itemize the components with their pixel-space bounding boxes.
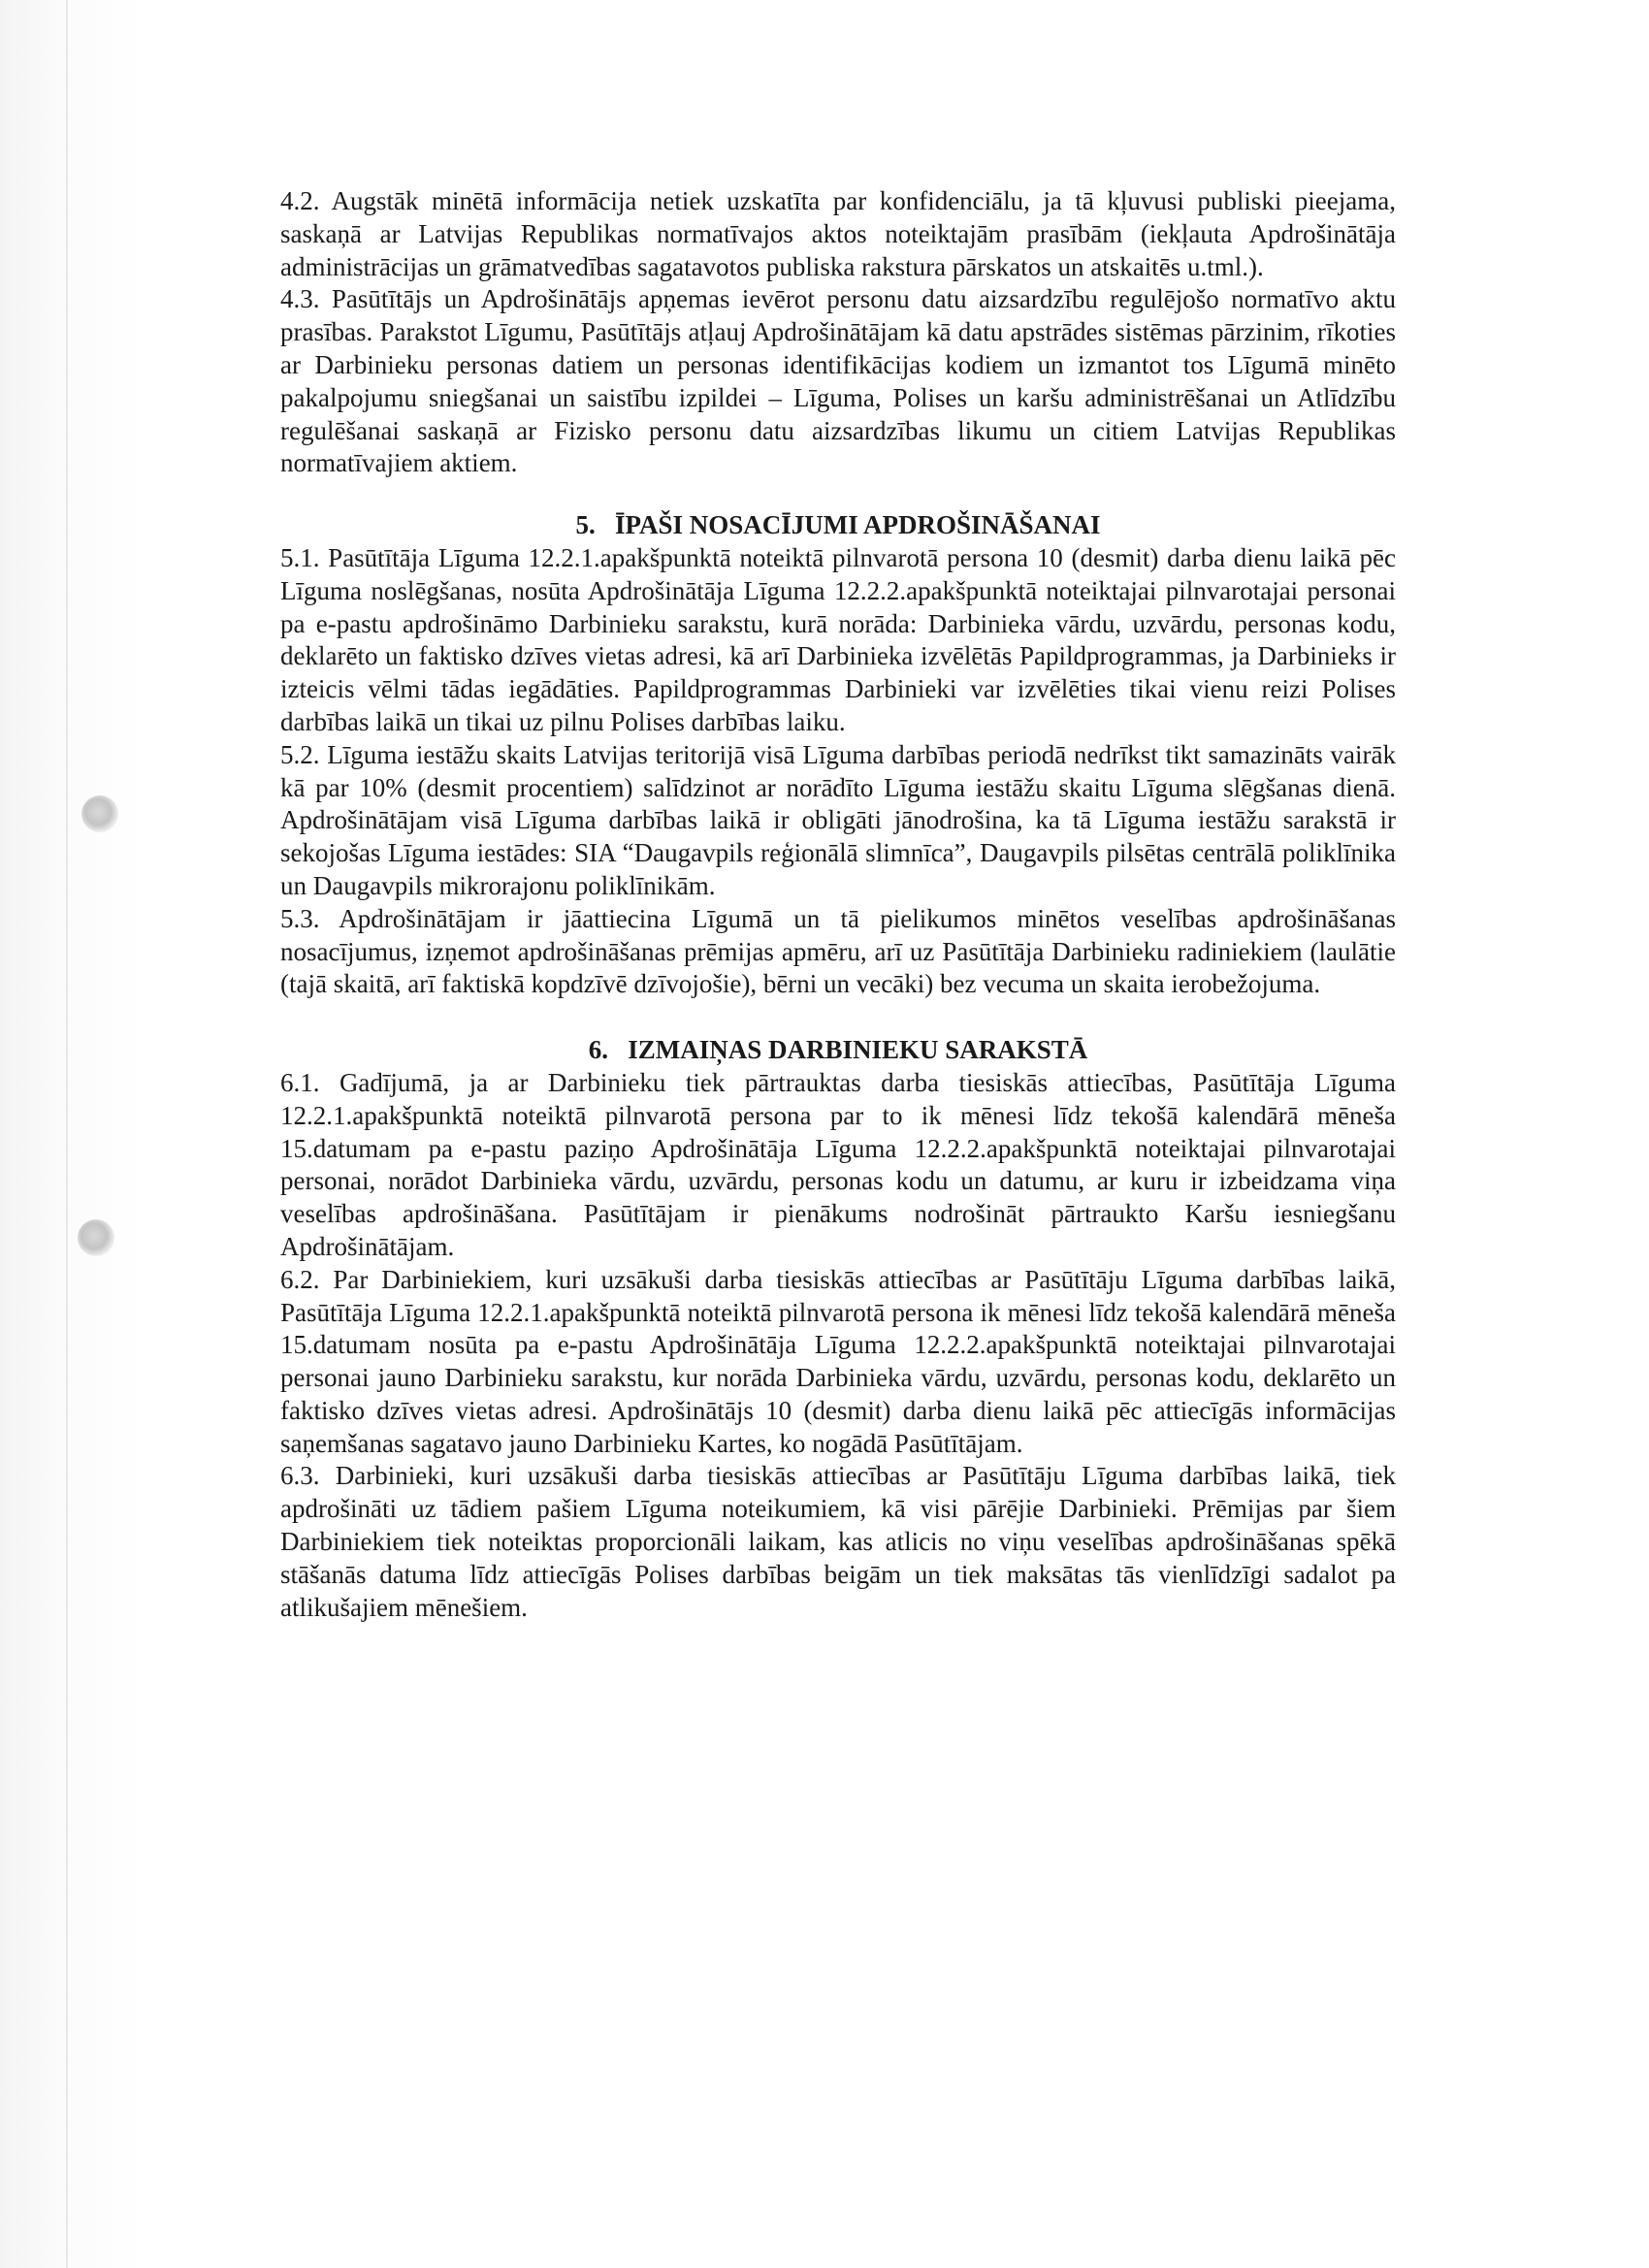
paragraph-6-3: 6.3. Darbinieki, kuri uzsākuši darba tiesiskās attiecības ar Pasūtītāju Līguma darbības laikā, tiek apdrošināti uz tādiem pašiem Līguma noteikumiem, kā visi pārējie Darbinieki. Prēmijas par šiem Darbiniekiem tiek noteiktas proporcionāli laikam, kas atlicis no viņu veselības apdrošināšanas spēkā stāšanās datuma līdz attiecīgās Polises darbības beigām un tiek maksātas tās vienlīdzīgi sadalot pa atlikušajiem mēnešiem. <box>280 1461 1396 1622</box>
paragraph-5-2: 5.2. Līguma iestāžu skaits Latvijas teritorijā visā Līguma darbības periodā nedrīkst tikt samazināts vairāk kā par 10% (desmit procentiem) salīdzinot ar norādīto Līguma iestāžu skaitu Līguma slēgšanas dienā. Apdrošinātājam visā Līguma darbības laikā ir obligāti jānodrošina, ka tā Līguma iestāžu sarakstā ir sekojošas Līguma iestādes: SIA “Daugavpils reģionālā slimnīca”, Daugavpils pilsētas centrālā poliklīnika un Daugavpils mikrorajonu poliklīnikām. <box>280 739 1396 900</box>
scan-fold-line <box>66 0 68 2268</box>
paragraph-4-2: 4.2. Augstāk minētā informācija netiek uzskatīta par konfidenciālu, ja tā kļuvusi publiski pieejama, saskaņā ar Latvijas Republikas normatīvajos aktos noteiktajām prasībām (iekļauta Apdrošinātāja administrācijas un grāmatvedības sagatavotos publiska rakstura pārskatos un atskaitēs u.tml.). <box>280 186 1396 281</box>
section-heading-6: 6. IZMAIŅAS DARBINIEKU SARAKSTĀ <box>588 1035 1088 1065</box>
paragraph-6-2: 6.2. Par Darbiniekiem, kuri uzsākuši darba tiesiskās attiecības ar Pasūtītāju Līguma darbības laikā, Pasūtītāja Līguma 12.2.1.apakšpunktā noteiktā pilnvarotā persona ik mēnesi līdz tekošā kalendārā mēneša 15.datumam nosūta pa e-pastu Apdrošinātāja Līguma 12.2.2.apakšpunktā noteiktajai pilnvarotajai personai jauno Darbinieku sarakstu, kur norāda Darbinieka vārdu, uzvārdu, personas kodu, deklarēto un faktisko dzīves vietas adresi. Apdrošinātājs 10 (desmit) darba dienu laikā pēc attiecīgās informācijas saņemšanas sagatavo jauno Darbinieku Kartes, ko nogādā Pasūtītājam. <box>280 1264 1396 1458</box>
paragraph-5-3: 5.3. Apdrošinātājam ir jāattiecina Līgumā un tā pielikumos minētos veselības apdrošināšanas nosacījumus, izņemot apdrošināšanas prēmijas apmēru, arī uz Pasūtītāja Darbinieku radiniekiem (laulātie (tajā skaitā, arī faktiskā kopdzīvē dzīvojošie), bērni un vecāki) bez vecuma un skaita ierobežojuma. <box>280 903 1396 999</box>
paragraph-4-3: 4.3. Pasūtītājs un Apdrošinātājs apņemas ievērot personu datu aizsardzību regulējošo normatīvo aktu prasības. Parakstot Līgumu, Pasūtītājs atļauj Apdrošinātājam kā datu apstrādes sistēmas pārzinim, rīkoties ar Darbinieku personas datiem un personas identifikācijas kodiem un izmantot tos Līgumā minēto pakalpojumu sniegšanai un saistību izpildei – Līguma, Polises un karšu administrēšanai un Atlīdzību regulēšanai saskaņā ar Fizisko personu datu aizsardzības likumu un citiem Latvijas Republikas normatīvajiem aktiem. <box>280 284 1396 478</box>
section-4 <box>280 185 1396 480</box>
punch-hole-mark <box>81 795 118 832</box>
document-body <box>280 185 1396 1624</box>
paragraph-5-1: 5.1. Pasūtītāja Līguma 12.2.1.apakšpunktā noteiktā pilnvarotā persona 10 (desmit) darba dienu laikā pēc Līguma noslēgšanas, nosūta Apdrošinātāja Līguma 12.2.2.apakšpunktā noteiktajai pilnvarotajai personai pa e-pastu apdrošināmo Darbinieku sarakstu, kurā norāda: Darbinieka vārdu, uzvārdu, personas kodu, deklarēto un faktisko dzīves vietas adresi, kā arī Darbinieka izvēlētās Papildprogrammas, ja Darbinieks ir izteicis vēlmi tādas iegādāties. Papildprogrammas Darbinieki var izvēlēties tikai vienu reizi Polises darbības laikā un tikai uz pilnu Polises darbības laiku. <box>280 542 1396 736</box>
paragraph-6-1: 6.1. Gadījumā, ja ar Darbinieku tiek pārtrauktas darba tiesiskās attiecības, Pasūtītāja Līguma 12.2.1.apakšpunktā noteiktā pilnvarotā persona par to ik mēnesi līdz tekošā kalendārā mēneša 15.datumam pa e-pastu paziņo Apdrošinātāja Līguma 12.2.2.apakšpunktā noteiktajai pilnvarotajai personai, norādot Darbinieka vārdu, uzvārdu, personas kodu un datumu, ar kuru ir izbeidzama viņa veselības apdrošināšana. Pasūtītājam ir pienākums nodrošināt pārtraukto Karšu iesniegšanu Apdrošinātājam. <box>280 1067 1396 1261</box>
section-heading-5: 5. ĪPAŠI NOSACĪJUMI APDROŠINĀŠANAI <box>575 510 1101 540</box>
section-6 <box>280 1034 1396 1624</box>
punch-hole-mark <box>78 1219 114 1256</box>
scan-shadow-edge <box>0 0 146 2268</box>
section-5 <box>280 509 1396 1001</box>
